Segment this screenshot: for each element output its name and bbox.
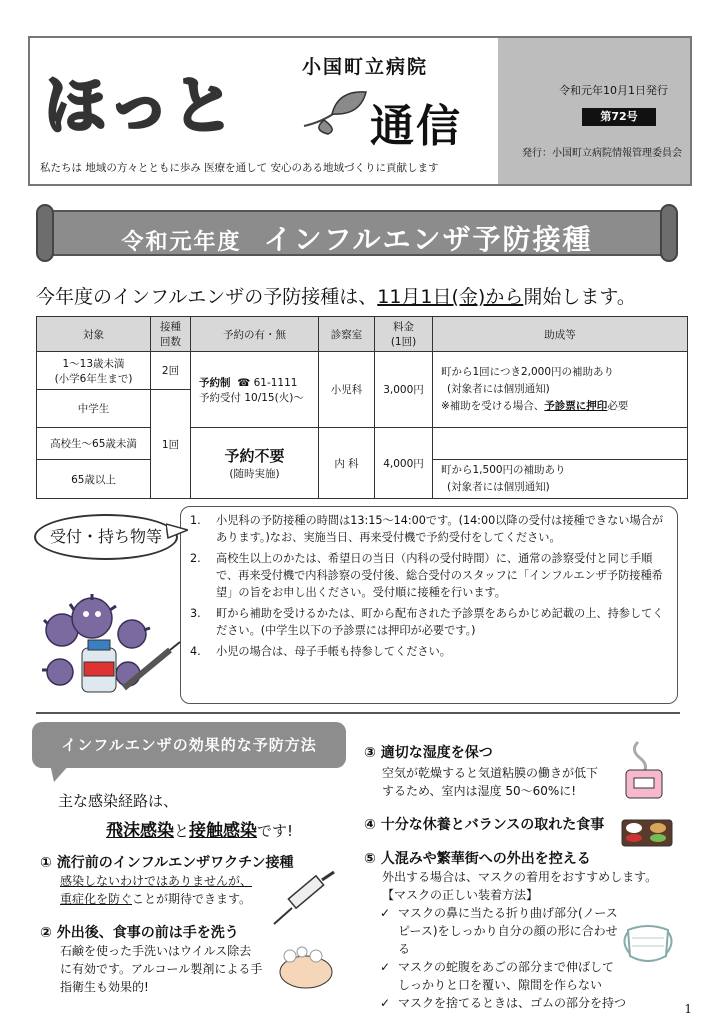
subsidy-senior: 町から1,500円の補助あり (対象者には個別通知) bbox=[433, 460, 688, 499]
issue-date: 令和元年10月1日発行 bbox=[559, 84, 668, 97]
target-adult: 高校生〜65歳未満 bbox=[37, 428, 151, 460]
count-1: 1回 bbox=[151, 390, 191, 499]
meal-tray-icon bbox=[620, 810, 674, 850]
leaf-icon bbox=[302, 86, 372, 136]
hospital-name: 小国町立病院 bbox=[302, 56, 429, 78]
notes-list bbox=[186, 512, 670, 664]
check-icon: ✓ bbox=[380, 960, 391, 974]
syringe-icon bbox=[268, 870, 338, 930]
prevention-item-1-title: ① 流行前のインフルエンザワクチン接種 bbox=[40, 855, 294, 871]
subsidy-child: 町から1回につき2,000円の補助あり (対象者には個別通知) ※補助を受ける場合、予診票に押印必要 bbox=[433, 352, 688, 428]
header-room: 診察室 bbox=[319, 317, 375, 352]
list-item: ✓ マスクの蛇腹をあごの部分まで伸ばしてしっかりと口を覆い、隙間を作らない bbox=[380, 960, 615, 992]
prevention-item-2-body: 石鹸を使った手洗いはウイルス除去 に有効です。アルコール製剤による手 指衛生も効果的! bbox=[60, 944, 263, 994]
banner-title: インフルエンザ予防接種 bbox=[263, 223, 593, 256]
table-row bbox=[37, 428, 688, 460]
list-item: 2. 高校生以上のかたは、希望日の当日（内科の受付時間）に、通常の診察受付と同じ手順で、再来受付機で内科診察の受付後、総合受付のスタッフに「インフルエンザ予防接種希望」の旨をお申し出ください。受付順に接種を行います。 bbox=[190, 552, 663, 599]
start-date: 11月1日(金)から bbox=[377, 286, 524, 308]
prevention-item-2-title: ② 外出後、食事の前は手を洗う bbox=[40, 925, 239, 941]
motto: 私たちは 地域の方々とともに歩み 医療を通して 安心のある地域づくりに貢献します bbox=[40, 162, 439, 174]
table-row bbox=[37, 352, 688, 390]
publisher: 発行：小国町立病院情報管理委員会 bbox=[522, 148, 682, 159]
prevention-item-5-body: 外出する場合は、マスクの着用をおすすめします。 【マスクの正しい装着方法】 bbox=[382, 870, 658, 902]
subsidy-adult-empty bbox=[433, 428, 688, 460]
room-pediatrics: 小児科 bbox=[319, 352, 375, 428]
virus-vaccine-illustration bbox=[32, 590, 182, 700]
prevention-item-3-body: 空気が乾燥すると気道粘膜の働きが低下 するため、室内は湿度 50〜60%に! bbox=[382, 766, 599, 798]
vaccination-table bbox=[36, 316, 688, 499]
humidifier-icon bbox=[620, 740, 668, 800]
title-tail bbox=[50, 764, 70, 782]
count-2: 2回 bbox=[151, 352, 191, 390]
no-reservation: 予約不要 (随時実施) bbox=[191, 428, 319, 499]
title-banner bbox=[36, 204, 678, 262]
header-target: 対象 bbox=[37, 317, 151, 352]
header-count: 接種 回数 bbox=[151, 317, 191, 352]
header-fee: 料金 (1回) bbox=[375, 317, 433, 352]
list-item: 4. 小児の場合は、母子手帳も持参してください。 bbox=[190, 645, 451, 658]
list-item: 3. 町から補助を受けるかたは、町から配布された予診票をあらかじめ記載の上、持参してください。(中学生以下の予診票には押印が必要です。) bbox=[190, 607, 664, 637]
infection-route-intro: 主な感染経路は、 bbox=[58, 792, 179, 810]
mask-tips-list bbox=[380, 904, 638, 1012]
hand-washing-icon bbox=[276, 946, 336, 992]
target-child: 1〜13歳未満 (小学6年生まで) bbox=[37, 352, 151, 390]
prevention-item-5-title: ⑤ 人混みや繁華街への外出を控える bbox=[364, 851, 591, 867]
target-junior-high: 中学生 bbox=[37, 390, 151, 428]
check-icon: ✓ bbox=[380, 996, 391, 1010]
newsletter-title: 通信 bbox=[370, 101, 462, 152]
brand-logo-text: ほっと bbox=[44, 69, 237, 142]
banner-year: 令和元年度 bbox=[121, 230, 242, 255]
bubble-tail bbox=[166, 522, 188, 540]
face-mask-icon bbox=[620, 918, 676, 968]
table-header-row bbox=[37, 317, 688, 352]
list-item: 1. 小児科の予防接種の時間は13:15〜14:00です。(14:00以降の受付は接種できない場合があります。)なお、実施当日、再来受付機で予約受付をしてください。 bbox=[190, 514, 664, 544]
issue-number-badge: 第72号 bbox=[582, 108, 656, 126]
room-internal: 内 科 bbox=[319, 428, 375, 499]
reception-bubble: 受付・持ち物等 bbox=[34, 514, 178, 560]
list-item: ✓ マスクを捨てるときは、ゴムの部分を持つ bbox=[380, 996, 627, 1010]
target-senior: 65歳以上 bbox=[37, 460, 151, 499]
section-divider bbox=[36, 712, 680, 714]
prevention-title: インフルエンザの効果的な予防方法 bbox=[32, 722, 346, 768]
infection-routes: 飛沫感染と接触感染です! bbox=[106, 821, 294, 841]
header-subsidy: 助成等 bbox=[433, 317, 688, 352]
intro-sentence: 今年度のインフルエンザの予防接種は、11月1日(金)から開始します。 bbox=[36, 286, 636, 308]
prevention-item-4-title: ④ 十分な休養とバランスの取れた食事 bbox=[364, 817, 605, 833]
fee-3000: 3,000円 bbox=[375, 352, 433, 428]
prevention-item-1-body: 感染しないわけではありませんが、 重症化を防ぐことが期待できます。 bbox=[60, 874, 253, 906]
header-reservation: 予約の有・無 bbox=[191, 317, 319, 352]
newsletter-header bbox=[28, 36, 692, 186]
fee-4000: 4,000円 bbox=[375, 428, 433, 499]
list-item: ✓ マスクの鼻に当たる折り曲げ部分(ノースピース)をしっかり自分の顔の形に合わせる bbox=[380, 906, 618, 956]
check-icon: ✓ bbox=[380, 906, 391, 920]
prevention-item-3-title: ③ 適切な湿度を保つ bbox=[364, 745, 493, 761]
reservation-required: 予約制 ☎ 61-1111 予約受付 10/15(火)〜 bbox=[191, 352, 319, 428]
page-number: 1 bbox=[684, 1002, 692, 1016]
